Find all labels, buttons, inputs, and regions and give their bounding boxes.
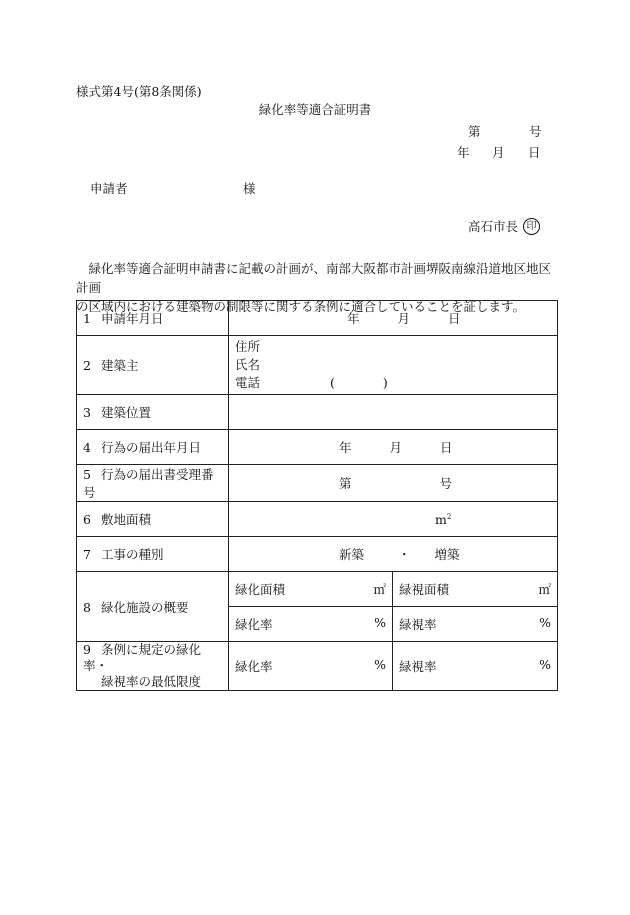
issue-day: 日 (528, 145, 541, 160)
table-row (77, 642, 558, 691)
row-label: 2 建築主 (77, 336, 229, 395)
table-row (77, 465, 558, 502)
statement-line-1: 緑化率等適合証明申請書に記載の計画が、南部大阪都市計画堺阪南線沿道地区地区計画 (76, 261, 552, 295)
table-row (77, 502, 558, 537)
table-row (77, 336, 558, 395)
row-label: 4 行為の届出年月日 (77, 430, 229, 465)
visual-green-rate-field[interactable]: 緑視率 % (393, 607, 558, 642)
issue-year: 年 (457, 145, 470, 160)
visual-green-area-field[interactable]: 緑視面積 ㎡ (393, 572, 558, 607)
area-unit: $m^2$ (435, 511, 452, 527)
option-new-build[interactable]: 新築 (339, 547, 365, 562)
min-visual-green-rate-field[interactable]: 緑視率 % (393, 642, 558, 691)
applicant-honorific: 様 (243, 181, 256, 196)
applicant-label: 申請者 (90, 181, 128, 196)
notification-date-field[interactable]: 年 月 日 (229, 430, 558, 465)
statement-line-2: の区域内における建築物の制限等に関する条例に適合していることを証します。 (76, 299, 526, 314)
table-row (77, 572, 558, 607)
table-row (77, 395, 558, 430)
certificate-table (76, 300, 558, 691)
form-number: 様式第4号(第8条関係) (76, 84, 202, 99)
document-title: 緑化率等適合証明書 (258, 102, 372, 117)
site-area-field[interactable] (229, 502, 558, 537)
seal-mark: 印 (523, 218, 540, 235)
row-label: 6 敷地面積 (77, 502, 229, 537)
table-row (77, 301, 558, 336)
certificate-number-suffix: 号 (529, 124, 542, 139)
certificate-number-prefix: 第 (468, 124, 481, 139)
min-green-rate-field[interactable]: 緑化率 % (229, 642, 393, 691)
owner-name-label: 氏名 (235, 357, 261, 372)
green-rate-field[interactable]: 緑化率 % (229, 607, 393, 642)
option-extension[interactable]: 増築 (434, 547, 460, 562)
owner-address-label: 住所 (235, 339, 261, 354)
owner-field[interactable] (229, 336, 558, 395)
row-label: 7 工事の種別 (77, 537, 229, 572)
green-area-field[interactable]: 緑化面積 ㎡ (229, 572, 393, 607)
building-location-field[interactable] (229, 395, 558, 430)
application-date-field[interactable]: 年 月 日 (229, 301, 558, 336)
receipt-number-field[interactable]: 第 号 (229, 465, 558, 502)
row-label: 3 建築位置 (77, 395, 229, 430)
table-row (77, 537, 558, 572)
owner-phone-label: 電話 ( ) (235, 375, 388, 390)
row-label: 9 条例に規定の緑化率・ 緑視率の最低限度 (77, 642, 229, 691)
row-label: 1 申請年月日 (77, 301, 229, 336)
issuer-name: 高石市長 (468, 219, 519, 234)
row-label: 5 行為の届出書受理番号 (77, 465, 229, 502)
issue-month: 月 (492, 145, 505, 160)
row-label: 8 緑化施設の概要 (77, 572, 229, 642)
table-row (77, 430, 558, 465)
construction-type-field[interactable]: 新築 ・ 増築 (229, 537, 558, 572)
